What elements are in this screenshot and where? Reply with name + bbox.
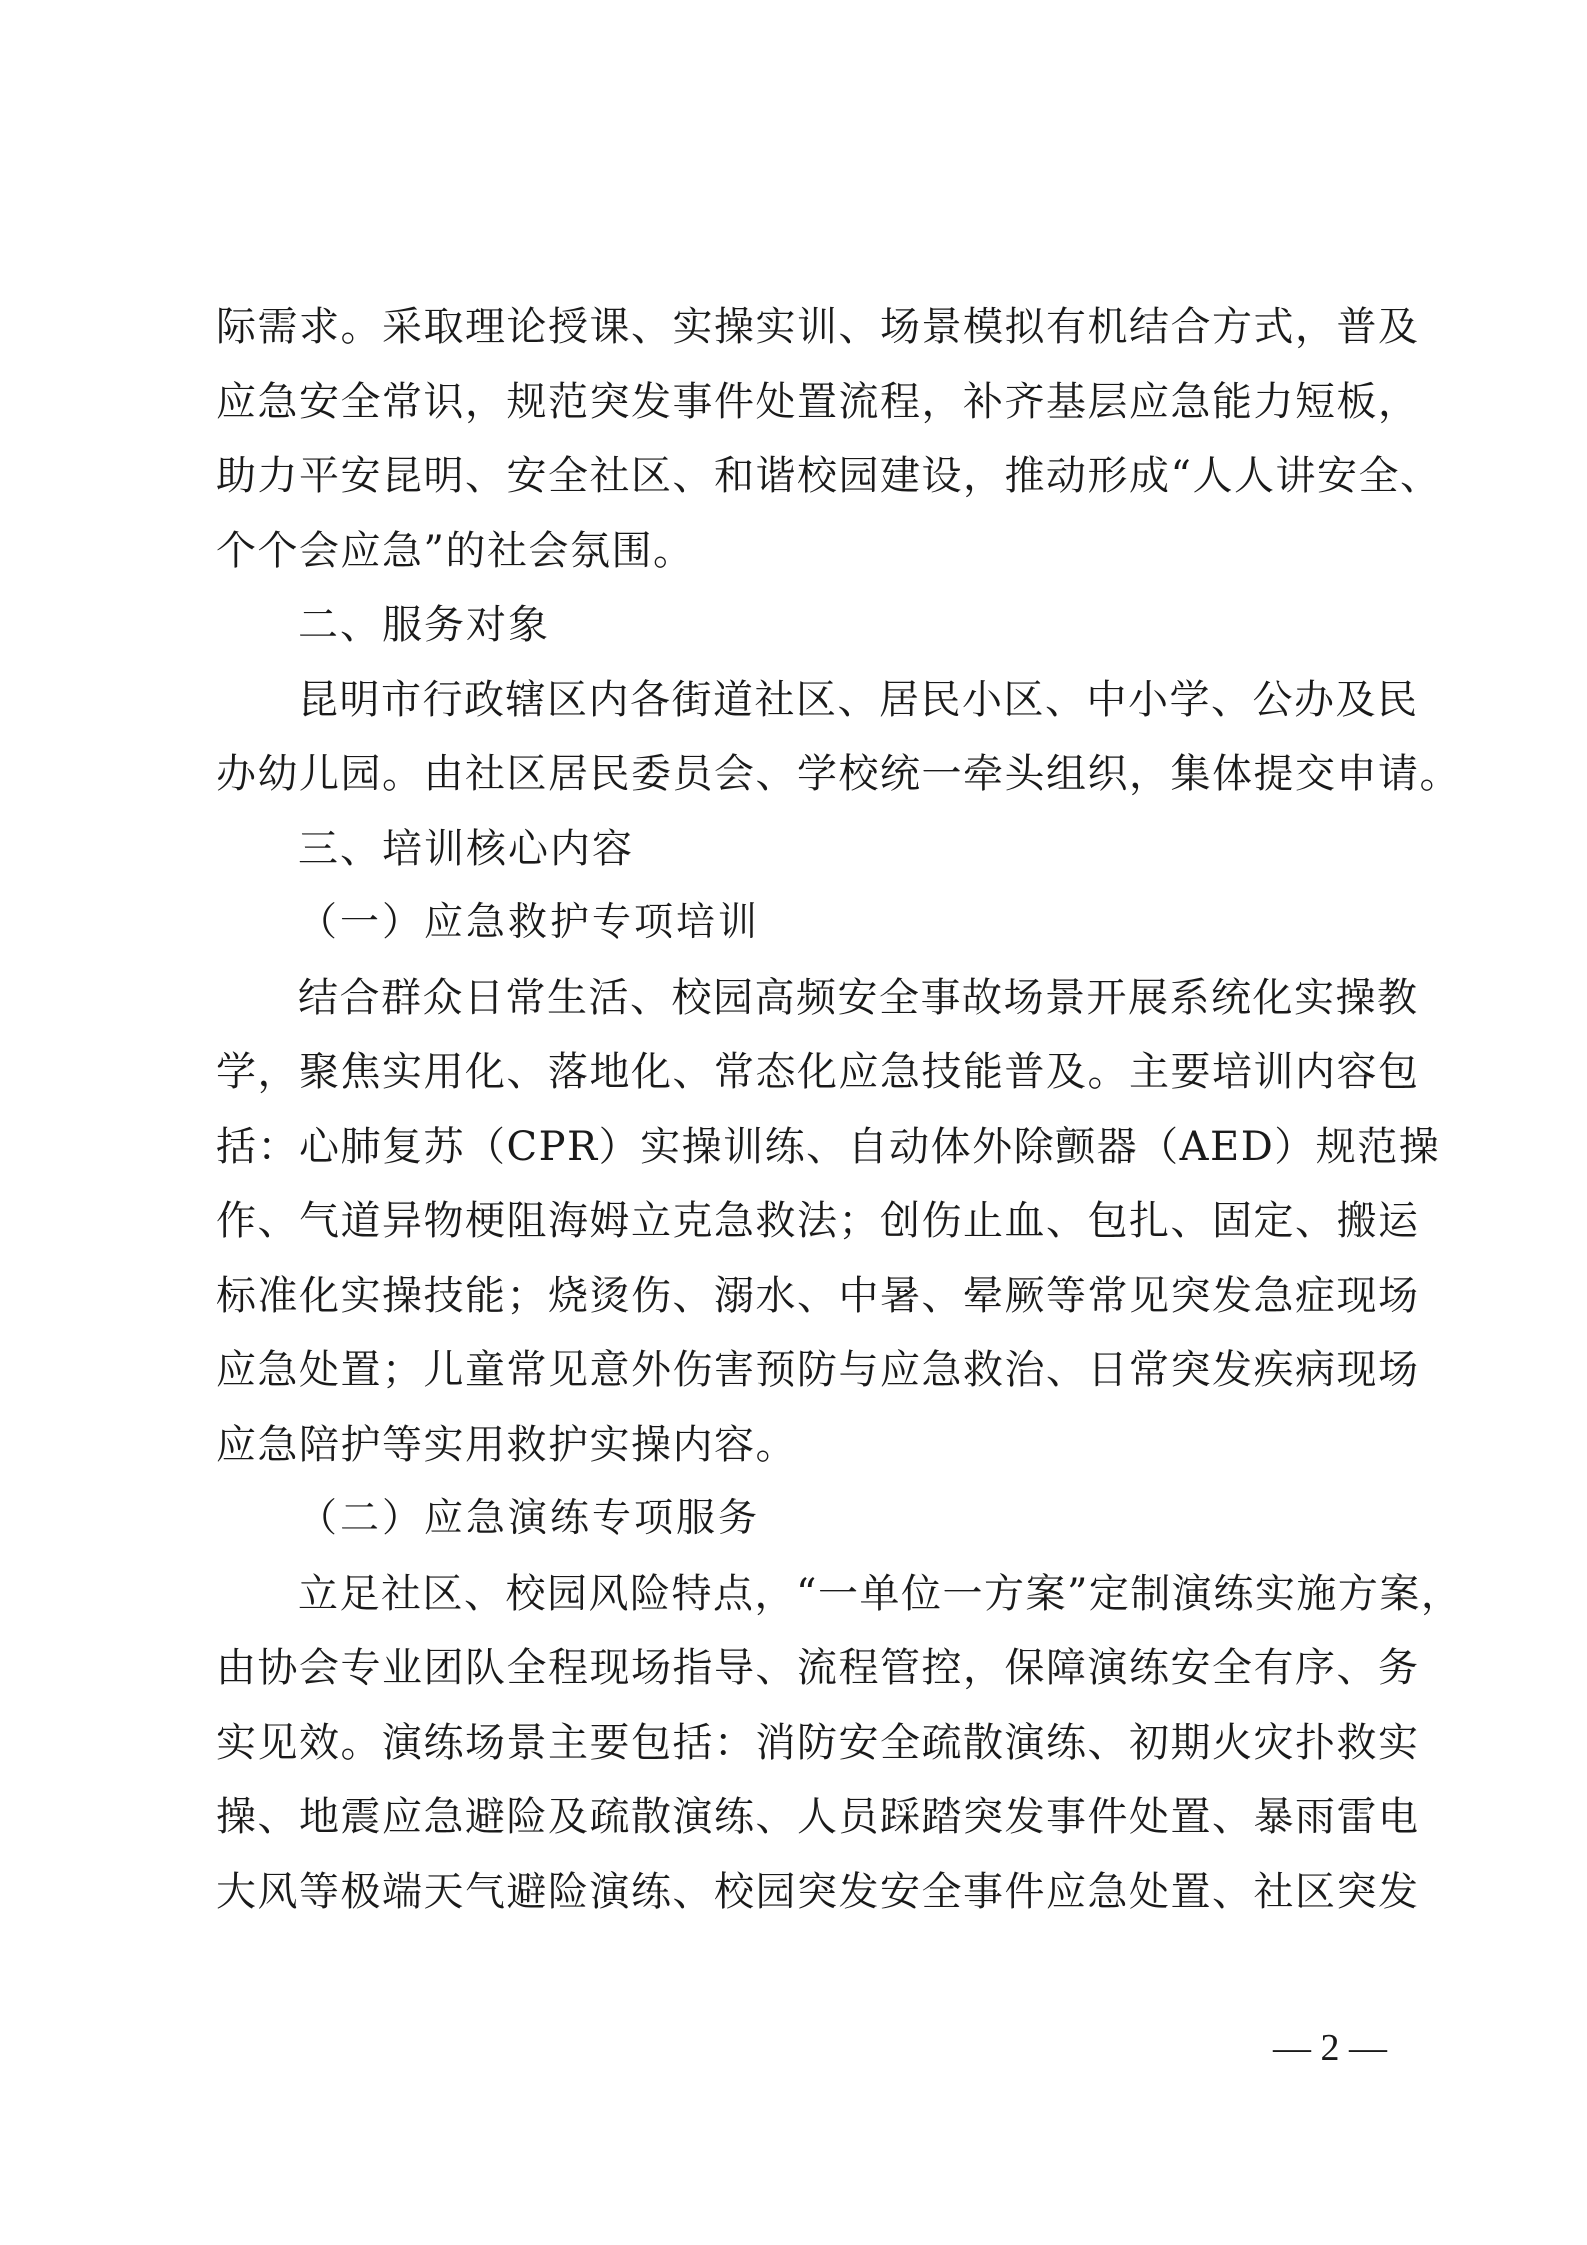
section-heading: 三、培训核心内容 (298, 825, 634, 872)
text-line: 标准化实操技能；烧烫伤、溺水、中暑、晕厥等常见突发急症现场 (216, 1272, 1420, 1319)
text-line: 操、地震应急避险及疏散演练、人员踩踏突发事件处置、暴雨雷电 (216, 1794, 1420, 1840)
text-line: 括：心肺复苏（CPR）实操训练、自动体外除颤器（AED）规范操 (216, 1123, 1441, 1170)
subsection-heading: （一）应急救护专项培训 (298, 900, 761, 945)
text-line: 由协会专业团队全程现场指导、流程管控，保障演练安全有序、务 (216, 1645, 1420, 1691)
text-line: 应急安全常识，规范突发事件处置流程，补齐基层应急能力短板， (216, 378, 1420, 425)
text-line: 实见效。演练场景主要包括：消防安全疏散演练、初期火灾扑救实 (216, 1719, 1420, 1766)
text-line: 昆明市行政辖区内各街道社区、居民小区、中小学、公办及民 (298, 676, 1419, 723)
text-line: 作、气道异物梗阻海姆立克急救法；创伤止血、包扎、固定、搬运 (216, 1198, 1420, 1244)
subsection-heading: （二）应急演练专项服务 (298, 1496, 761, 1541)
text-line: 办幼儿园。由社区居民委员会、学校统一牵头组织，集体提交申请。 (216, 751, 1461, 797)
text-line: 助力平安昆明、安全社区、和谐校园建设，推动形成“人人讲安全、 (216, 453, 1442, 499)
text-line: 大风等极端天气避险演练、校园突发安全事件应急处置、社区突发 (216, 1868, 1420, 1915)
text-line: 结合群众日常生活、校园高频安全事故场景开展系统化实操教 (298, 974, 1419, 1021)
text-line: 个个会应急”的社会氛围。 (216, 527, 695, 574)
section-heading: 二、服务对象 (298, 602, 550, 648)
page-number: — 2 — (1273, 2027, 1387, 2069)
text-line: 际需求。采取理论授课、实操实训、场景模拟有机结合方式，普及 (216, 304, 1420, 350)
text-line: 学，聚焦实用化、落地化、常态化应急技能普及。主要培训内容包 (216, 1049, 1420, 1095)
text-line: 应急处置；儿童常见意外伤害预防与应急救治、日常突发疾病现场 (216, 1347, 1420, 1393)
text-line: 立足社区、校园风险特点，“一单位一方案”定制演练实施方案， (298, 1570, 1463, 1617)
text-line: 应急陪护等实用救护实操内容。 (216, 1421, 797, 1468)
document-body (216, 290, 1463, 1929)
